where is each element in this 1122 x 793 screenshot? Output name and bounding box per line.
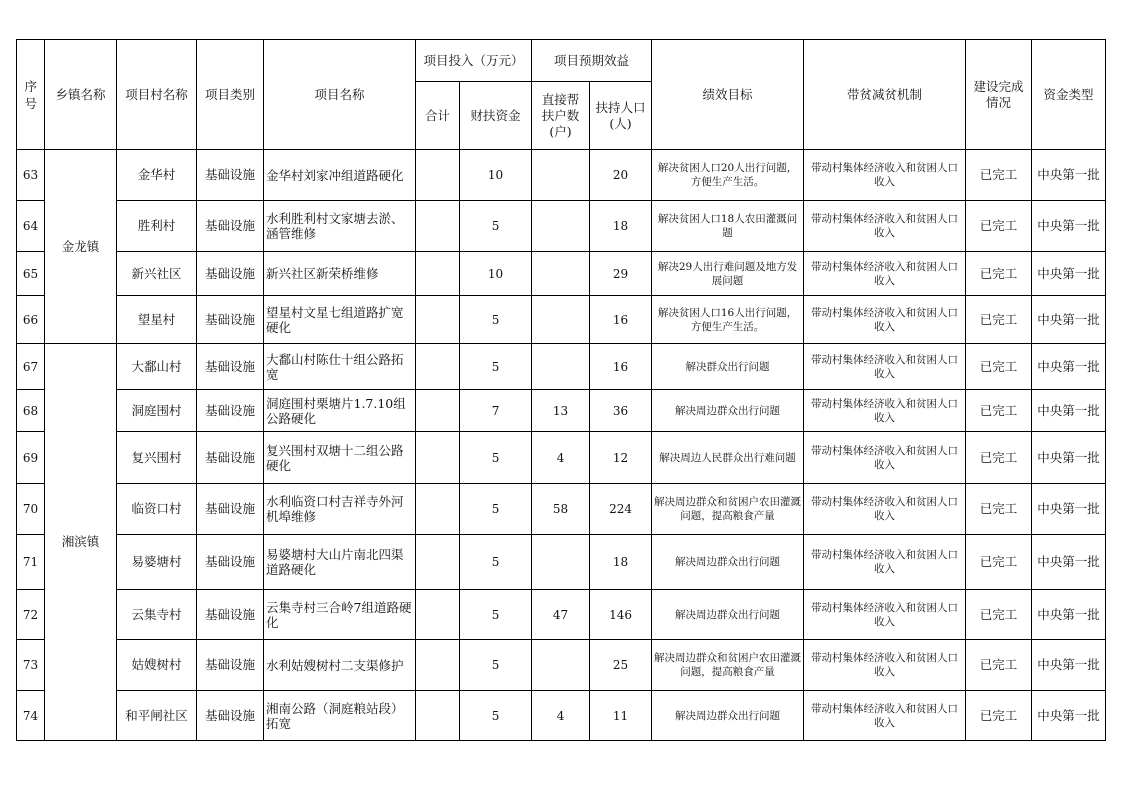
cell-category: 基础设施	[197, 252, 264, 296]
header-supported-people: 扶持人口(人)	[590, 82, 652, 150]
table-row	[17, 484, 1106, 535]
cell-completion: 已完工	[966, 640, 1032, 691]
cell-people: 18	[590, 201, 652, 252]
header-fund-type: 资金类型	[1032, 40, 1106, 150]
cell-category: 基础设施	[197, 201, 264, 252]
table-row	[17, 344, 1106, 390]
cell-fund-type: 中央第一批	[1032, 484, 1106, 535]
cell-mechanism: 带动村集体经济收入和贫困人口收入	[804, 150, 966, 201]
cell-completion: 已完工	[966, 390, 1032, 432]
cell-total	[416, 296, 460, 344]
cell-mechanism: 带动村集体经济收入和贫困人口收入	[804, 640, 966, 691]
cell-fund: 5	[460, 296, 532, 344]
cell-category: 基础设施	[197, 432, 264, 484]
cell-fund: 10	[460, 150, 532, 201]
header-direct-households: 直接帮扶户数(户)	[532, 82, 590, 150]
cell-total	[416, 252, 460, 296]
table-row	[17, 691, 1106, 741]
cell-total	[416, 201, 460, 252]
cell-seq: 64	[17, 201, 45, 252]
cell-fund: 5	[460, 535, 532, 590]
cell-village: 望星村	[117, 296, 197, 344]
cell-people: 146	[590, 590, 652, 640]
cell-category: 基础设施	[197, 640, 264, 691]
cell-seq: 70	[17, 484, 45, 535]
cell-households	[532, 252, 590, 296]
table-row	[17, 590, 1106, 640]
cell-people: 18	[590, 535, 652, 590]
table-row	[17, 432, 1106, 484]
cell-seq: 67	[17, 344, 45, 390]
cell-project-name: 洞庭围村栗塘片1.7.10组公路硬化	[264, 390, 416, 432]
cell-completion: 已完工	[966, 535, 1032, 590]
cell-households	[532, 201, 590, 252]
cell-households: 4	[532, 432, 590, 484]
table-row	[17, 150, 1106, 201]
cell-households: 4	[532, 691, 590, 741]
header-project-name: 项目名称	[264, 40, 416, 150]
header-category: 项目类别	[197, 40, 264, 150]
cell-seq: 69	[17, 432, 45, 484]
cell-category: 基础设施	[197, 296, 264, 344]
cell-goal: 解决周边群众出行问题	[652, 691, 804, 741]
header-town: 乡镇名称	[45, 40, 117, 150]
cell-completion: 已完工	[966, 201, 1032, 252]
cell-village: 复兴围村	[117, 432, 197, 484]
cell-goal: 解决贫困人口20人出行问题，方便生产生活。	[652, 150, 804, 201]
cell-fund: 5	[460, 590, 532, 640]
cell-fund: 10	[460, 252, 532, 296]
cell-fund: 7	[460, 390, 532, 432]
cell-village: 姑嫂树村	[117, 640, 197, 691]
cell-mechanism: 带动村集体经济收入和贫困人口收入	[804, 484, 966, 535]
cell-goal: 解决周边群众出行问题	[652, 590, 804, 640]
header-fiscal-fund: 财扶资金	[460, 82, 532, 150]
cell-fund: 5	[460, 432, 532, 484]
cell-goal: 解决贫困人口16人出行问题，方便生产生活。	[652, 296, 804, 344]
cell-project-name: 易婆塘村大山片南北四渠道路硬化	[264, 535, 416, 590]
cell-goal: 解决群众出行问题	[652, 344, 804, 390]
header-total: 合计	[416, 82, 460, 150]
cell-seq: 68	[17, 390, 45, 432]
cell-goal: 解决29人出行难问题及地方发展问题	[652, 252, 804, 296]
header-seq: 序号	[17, 40, 45, 150]
cell-category: 基础设施	[197, 484, 264, 535]
cell-category: 基础设施	[197, 150, 264, 201]
cell-total	[416, 344, 460, 390]
cell-seq: 66	[17, 296, 45, 344]
cell-seq: 65	[17, 252, 45, 296]
cell-households	[532, 344, 590, 390]
table-row	[17, 390, 1106, 432]
cell-village: 新兴社区	[117, 252, 197, 296]
cell-total	[416, 640, 460, 691]
cell-fund-type: 中央第一批	[1032, 296, 1106, 344]
cell-project-name: 水利姑嫂树村二支渠修护	[264, 640, 416, 691]
cell-fund-type: 中央第一批	[1032, 201, 1106, 252]
cell-fund-type: 中央第一批	[1032, 344, 1106, 390]
cell-seq: 72	[17, 590, 45, 640]
cell-total	[416, 432, 460, 484]
table-row	[17, 640, 1106, 691]
cell-project-name: 新兴社区新荣桥维修	[264, 252, 416, 296]
cell-households	[532, 296, 590, 344]
header-village: 项目村名称	[117, 40, 197, 150]
cell-fund: 5	[460, 691, 532, 741]
cell-people: 20	[590, 150, 652, 201]
cell-seq: 63	[17, 150, 45, 201]
table-row	[17, 252, 1106, 296]
cell-village: 胜利村	[117, 201, 197, 252]
cell-completion: 已完工	[966, 296, 1032, 344]
cell-completion: 已完工	[966, 432, 1032, 484]
cell-fund: 5	[460, 201, 532, 252]
cell-mechanism: 带动村集体经济收入和贫困人口收入	[804, 252, 966, 296]
cell-village: 金华村	[117, 150, 197, 201]
cell-people: 16	[590, 296, 652, 344]
table-header	[17, 40, 1106, 150]
cell-mechanism: 带动村集体经济收入和贫困人口收入	[804, 691, 966, 741]
cell-seq: 74	[17, 691, 45, 741]
cell-fund-type: 中央第一批	[1032, 390, 1106, 432]
cell-fund-type: 中央第一批	[1032, 535, 1106, 590]
cell-total	[416, 535, 460, 590]
cell-households	[532, 640, 590, 691]
cell-households: 13	[532, 390, 590, 432]
cell-completion: 已完工	[966, 344, 1032, 390]
cell-fund: 5	[460, 484, 532, 535]
cell-project-name: 金华村刘家冲组道路硬化	[264, 150, 416, 201]
cell-households: 47	[532, 590, 590, 640]
cell-goal: 解决贫困人口18人农田灌溉问题	[652, 201, 804, 252]
cell-goal: 解决周边群众和贫困户农田灌溉问题，提高粮食产量	[652, 640, 804, 691]
cell-project-name: 复兴围村双塘十二组公路硬化	[264, 432, 416, 484]
cell-goal: 解决周边群众和贫困户农田灌溉问题，提高粮食产量	[652, 484, 804, 535]
cell-completion: 已完工	[966, 484, 1032, 535]
cell-fund-type: 中央第一批	[1032, 691, 1106, 741]
table-row	[17, 535, 1106, 590]
table-row	[17, 296, 1106, 344]
cell-category: 基础设施	[197, 590, 264, 640]
header-goal: 绩效目标	[652, 40, 804, 150]
cell-seq: 73	[17, 640, 45, 691]
cell-people: 16	[590, 344, 652, 390]
cell-fund-type: 中央第一批	[1032, 590, 1106, 640]
cell-completion: 已完工	[966, 150, 1032, 201]
cell-mechanism: 带动村集体经济收入和贫困人口收入	[804, 344, 966, 390]
table-body	[17, 150, 1106, 741]
header-benefit-group: 项目预期效益	[532, 40, 652, 82]
project-table	[16, 39, 1106, 741]
header-completion: 建设完成情况	[966, 40, 1032, 150]
cell-town: 金龙镇	[45, 150, 117, 344]
cell-village: 大鄱山村	[117, 344, 197, 390]
header-mechanism: 带贫减贫机制	[804, 40, 966, 150]
cell-village: 洞庭围村	[117, 390, 197, 432]
cell-project-name: 湘南公路（洞庭粮站段）拓宽	[264, 691, 416, 741]
cell-village: 易婆塘村	[117, 535, 197, 590]
cell-completion: 已完工	[966, 252, 1032, 296]
cell-village: 和平闸社区	[117, 691, 197, 741]
cell-project-name: 水利临资口村吉祥寺外河机埠维修	[264, 484, 416, 535]
cell-total	[416, 150, 460, 201]
cell-category: 基础设施	[197, 535, 264, 590]
cell-goal: 解决周边人民群众出行难问题	[652, 432, 804, 484]
header-investment-group: 项目投入（万元）	[416, 40, 532, 82]
cell-completion: 已完工	[966, 691, 1032, 741]
cell-people: 29	[590, 252, 652, 296]
cell-total	[416, 691, 460, 741]
cell-fund-type: 中央第一批	[1032, 432, 1106, 484]
cell-completion: 已完工	[966, 590, 1032, 640]
cell-goal: 解决周边群众出行问题	[652, 390, 804, 432]
table-row	[17, 201, 1106, 252]
cell-category: 基础设施	[197, 691, 264, 741]
cell-people: 12	[590, 432, 652, 484]
cell-mechanism: 带动村集体经济收入和贫困人口收入	[804, 535, 966, 590]
cell-category: 基础设施	[197, 390, 264, 432]
cell-project-name: 云集寺村三合岭7组道路硬化	[264, 590, 416, 640]
cell-seq: 71	[17, 535, 45, 590]
cell-category: 基础设施	[197, 344, 264, 390]
cell-fund-type: 中央第一批	[1032, 252, 1106, 296]
cell-total	[416, 590, 460, 640]
cell-mechanism: 带动村集体经济收入和贫困人口收入	[804, 590, 966, 640]
cell-total	[416, 484, 460, 535]
cell-town: 湘滨镇	[45, 344, 117, 741]
cell-fund-type: 中央第一批	[1032, 640, 1106, 691]
cell-mechanism: 带动村集体经济收入和贫困人口收入	[804, 296, 966, 344]
cell-households: 58	[532, 484, 590, 535]
cell-mechanism: 带动村集体经济收入和贫困人口收入	[804, 201, 966, 252]
cell-mechanism: 带动村集体经济收入和贫困人口收入	[804, 390, 966, 432]
cell-mechanism: 带动村集体经济收入和贫困人口收入	[804, 432, 966, 484]
cell-village: 云集寺村	[117, 590, 197, 640]
cell-fund: 5	[460, 640, 532, 691]
cell-fund: 5	[460, 344, 532, 390]
cell-total	[416, 390, 460, 432]
cell-project-name: 大鄱山村陈仕十组公路拓宽	[264, 344, 416, 390]
cell-project-name: 水利胜利村文家塘去淤、涵管维修	[264, 201, 416, 252]
cell-people: 224	[590, 484, 652, 535]
cell-people: 36	[590, 390, 652, 432]
cell-people: 25	[590, 640, 652, 691]
cell-goal: 解决周边群众出行问题	[652, 535, 804, 590]
cell-village: 临资口村	[117, 484, 197, 535]
cell-households	[532, 150, 590, 201]
cell-households	[532, 535, 590, 590]
cell-people: 11	[590, 691, 652, 741]
cell-fund-type: 中央第一批	[1032, 150, 1106, 201]
cell-project-name: 望星村文星七组道路扩宽硬化	[264, 296, 416, 344]
